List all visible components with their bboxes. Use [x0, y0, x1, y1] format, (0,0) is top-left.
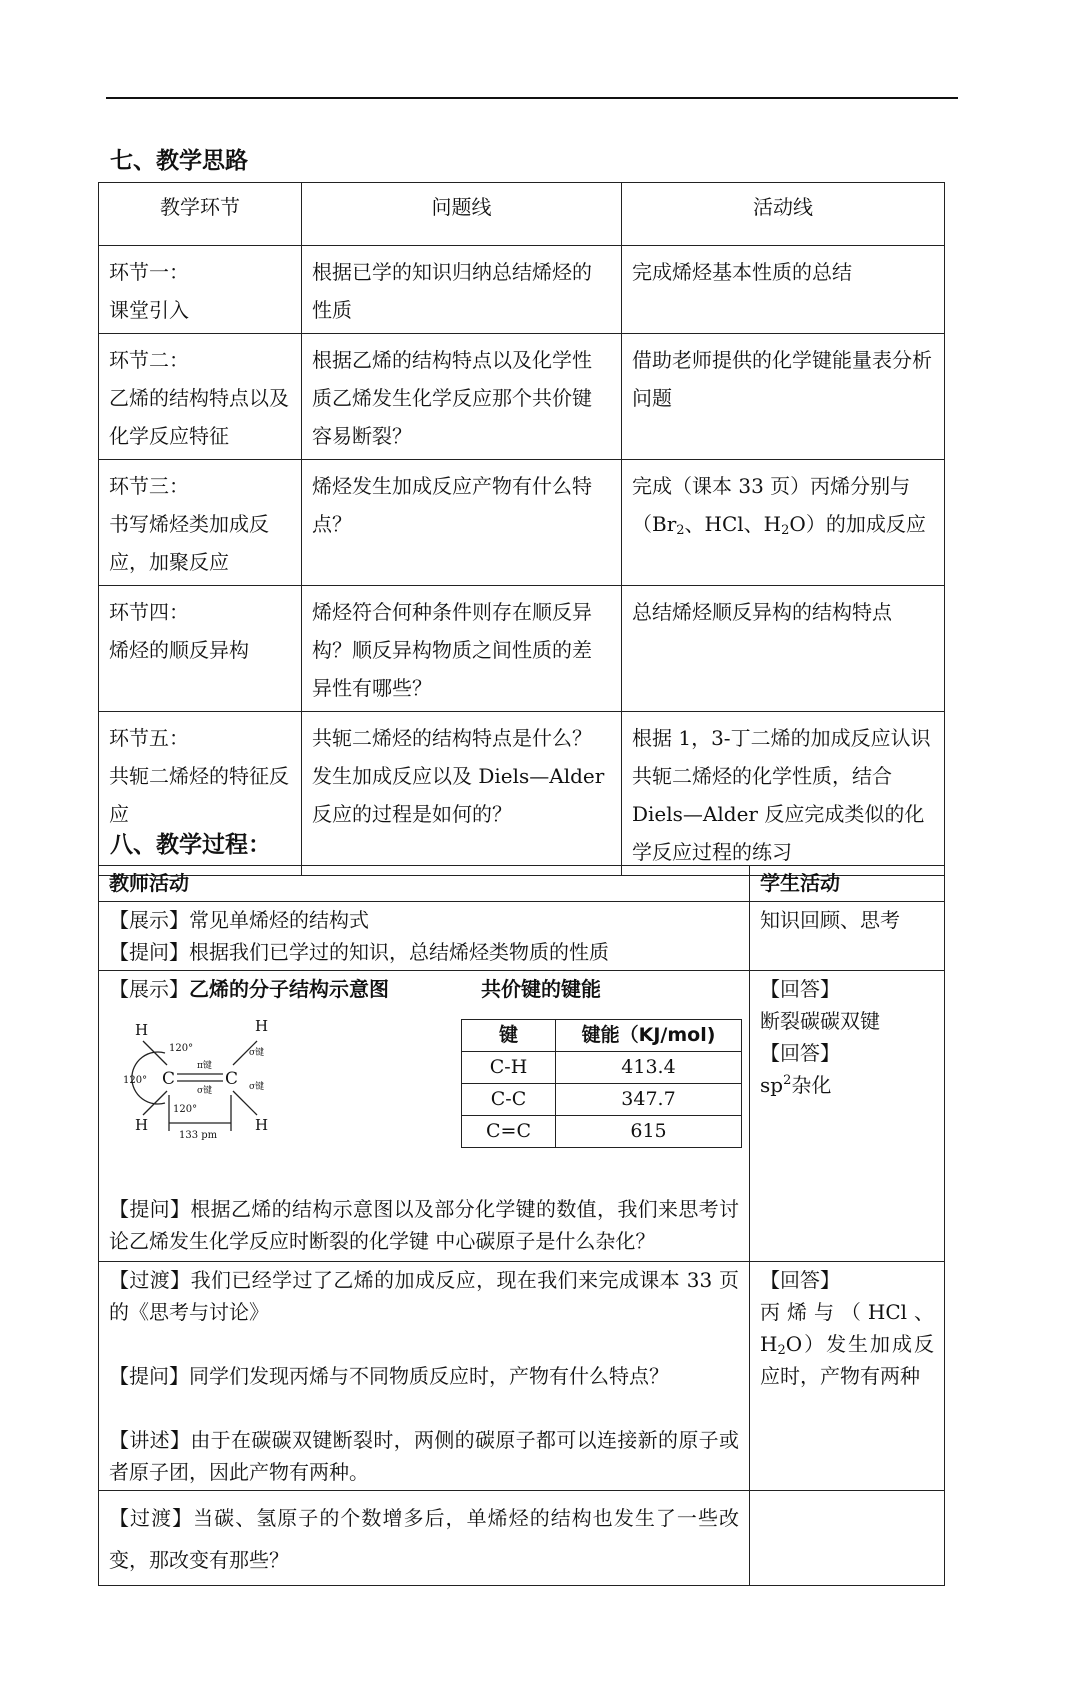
- question-cell: 共轭二烯烃的结构特点是什么？发生加成反应以及 Diels—Alder 反应的过程是如何的？: [302, 712, 622, 876]
- table-row: [99, 460, 945, 586]
- atom-label: C: [225, 1069, 239, 1089]
- superscript-2: 2: [783, 1073, 792, 1088]
- bond-length-label: 133 pm: [179, 1130, 218, 1141]
- stage-label: 环节二：: [109, 348, 189, 372]
- teacher-line: 【提问】根据我们已学过的知识，总结烯烃类物质的性质: [109, 940, 609, 964]
- bond-energy: 413.4: [556, 1052, 742, 1084]
- teacher-lecture: 【讲述】由于在碳碳双键断裂时，两侧的碳原子都可以连接新的原子或者原子团，因此产物有两种。: [109, 1428, 739, 1484]
- table-row: [99, 1262, 945, 1491]
- subscript-2: 2: [676, 523, 685, 538]
- header-teacher-activity: 教师活动: [99, 866, 750, 902]
- stage-name: 烯烃的顺反异构: [109, 638, 249, 662]
- section-7-title: 七、教学思路: [110, 148, 248, 174]
- spacer: [109, 1328, 739, 1360]
- subscript-2: 2: [781, 523, 790, 538]
- sigma-bond-label: σ键: [249, 1082, 265, 1092]
- teacher-cell: [99, 902, 750, 971]
- table-row: [99, 586, 945, 712]
- energy-row: [462, 1116, 742, 1148]
- stage-name: 乙烯的结构特点以及化学反应特征: [109, 386, 289, 448]
- teacher-cell: [99, 1262, 750, 1491]
- angle-label: 120°: [123, 1075, 148, 1086]
- teacher-line: 【展示】常见单烯烃的结构式: [109, 908, 369, 932]
- energy-row: [462, 1084, 742, 1116]
- activity-cell: 完成烯烃基本性质的总结: [622, 246, 945, 334]
- sp-base: sp: [760, 1073, 784, 1097]
- sigma-bond-label: σ键: [197, 1086, 213, 1096]
- sigma-bond-label: σ键: [249, 1048, 265, 1058]
- stage-label: 环节三：: [109, 474, 189, 498]
- bond-energy: 347.7: [556, 1084, 742, 1116]
- bond-line: [233, 1091, 257, 1115]
- subscript-2: 2: [777, 1343, 786, 1358]
- atom-label: H: [135, 1021, 149, 1039]
- stage-name: 共轭二烯烃的特征反应: [109, 764, 289, 826]
- activity-text-c: 、HCl、H: [684, 512, 782, 536]
- teacher-question: 【提问】根据乙烯的结构示意图以及部分化学键的数值，我们来思考讨论乙烯发生化学反应时断裂的化学键 中心碳原子是什么杂化？: [109, 1197, 739, 1253]
- activity-cell: [622, 460, 945, 586]
- question-cell: 烯烃符合何种条件则存在顺反异构？顺反异构物质之间性质的差异性有哪些？: [302, 586, 622, 712]
- sp-rest: 杂化: [791, 1073, 832, 1097]
- structure-media: [109, 973, 739, 1193]
- student-line: 断裂碳碳双键: [760, 1009, 880, 1033]
- student-cell: [750, 1491, 945, 1586]
- bond-name: C=C: [462, 1116, 556, 1148]
- table-header-row: [99, 183, 945, 246]
- answer-text-a: 丙烯与（HCl、H: [760, 1300, 934, 1356]
- student-cell: [750, 1262, 945, 1491]
- bond-energy-table: [461, 1019, 742, 1148]
- header-stage: 教学环节: [99, 183, 302, 246]
- show-line: [109, 973, 389, 1005]
- teacher-cell: [99, 971, 750, 1262]
- angle-label: 120°: [169, 1043, 194, 1054]
- stage-name: 课堂引入: [109, 298, 189, 322]
- table-row: [99, 246, 945, 334]
- teacher-transition: 【过渡】我们已经学过了乙烯的加成反应，现在我们来完成课本 33 页的《思考与讨论》: [109, 1268, 739, 1324]
- stage-cell: [99, 460, 302, 586]
- show-text: 乙烯的分子结构示意图: [189, 977, 389, 1001]
- stage-cell: [99, 334, 302, 460]
- stage-name: 书写烯烃类加成反应，加聚反应: [109, 512, 269, 574]
- teacher-question: 【提问】同学们发现丙烯与不同物质反应时，产物有什么特点？: [109, 1364, 669, 1388]
- activity-cell: 借助老师提供的化学键能量表分析问题: [622, 334, 945, 460]
- answer-text-c: O）发生加成反应时，产物有两种: [760, 1332, 934, 1388]
- teacher-cell: 【过渡】当碳、氢原子的个数增多后，单烯烃的结构也发生了一些改变，那改变有那些？: [99, 1491, 750, 1586]
- header-activity-line: 活动线: [622, 183, 945, 246]
- student-line: 【回答】: [760, 1268, 840, 1292]
- stage-label: 环节四：: [109, 600, 189, 624]
- table-row: [99, 971, 945, 1262]
- student-line: 【回答】: [760, 1041, 840, 1065]
- student-cell: 知识回顾、思考: [750, 902, 945, 971]
- question-cell: 烯烃发生加成反应产物有什么特点？: [302, 460, 622, 586]
- table-header-row: [99, 866, 945, 902]
- student-line: 【回答】: [760, 977, 840, 1001]
- atom-label: H: [255, 1017, 269, 1035]
- atom-label: H: [255, 1116, 269, 1134]
- activity-cell: 总结烯烃顺反异构的结构特点: [622, 586, 945, 712]
- pi-bond-label: π键: [197, 1061, 212, 1071]
- table-row: [99, 1491, 945, 1586]
- header-question-line: 问题线: [302, 183, 622, 246]
- table-row: [99, 334, 945, 460]
- energy-table-title: 共价键的键能: [481, 977, 601, 1001]
- activity-text-a: 完成（课本 33 页）丙烯分别与（Br: [632, 474, 911, 536]
- activity-text-e: O）的加成反应: [789, 512, 926, 536]
- teaching-plan-table: [98, 182, 945, 876]
- bond-name: C-H: [462, 1052, 556, 1084]
- activity-cell: 根据 1，3-丁二烯的加成反应认识共轭二烯烃的化学性质，结合 Diels—Alder 反应完成类似的化学反应过程的练习: [622, 712, 945, 876]
- energy-header-bond: 键: [462, 1020, 556, 1052]
- stage-label: 环节一：: [109, 260, 189, 284]
- teaching-process-table: [98, 865, 945, 1586]
- energy-row: [462, 1052, 742, 1084]
- header-student-activity: 学生活动: [750, 866, 945, 902]
- stage-label: 环节五：: [109, 726, 189, 750]
- student-cell: [750, 971, 945, 1262]
- student-answer: [760, 1296, 934, 1392]
- spacer: [109, 1392, 739, 1424]
- show-tag: 【展示】: [109, 977, 189, 1001]
- stage-cell: [99, 586, 302, 712]
- ethylene-structure-diagram: [117, 1013, 297, 1143]
- energy-header-row: [462, 1020, 742, 1052]
- stage-cell: [99, 246, 302, 334]
- energy-header-value: 键能（KJ/mol): [556, 1020, 742, 1052]
- angle-label: 120°: [173, 1104, 198, 1115]
- atom-label: C: [162, 1069, 176, 1089]
- atom-label: H: [135, 1116, 149, 1134]
- table-row: [99, 902, 945, 971]
- question-cell: 根据已学的知识归纳总结烯烃的性质: [302, 246, 622, 334]
- bond-energy: 615: [556, 1116, 742, 1148]
- question-cell: 根据乙烯的结构特点以及化学性质乙烯发生化学反应那个共价键容易断裂？: [302, 334, 622, 460]
- student-line: [760, 1069, 934, 1101]
- header-rule: [106, 97, 958, 99]
- bond-name: C-C: [462, 1084, 556, 1116]
- section-8-title: 八、教学过程：: [110, 832, 271, 858]
